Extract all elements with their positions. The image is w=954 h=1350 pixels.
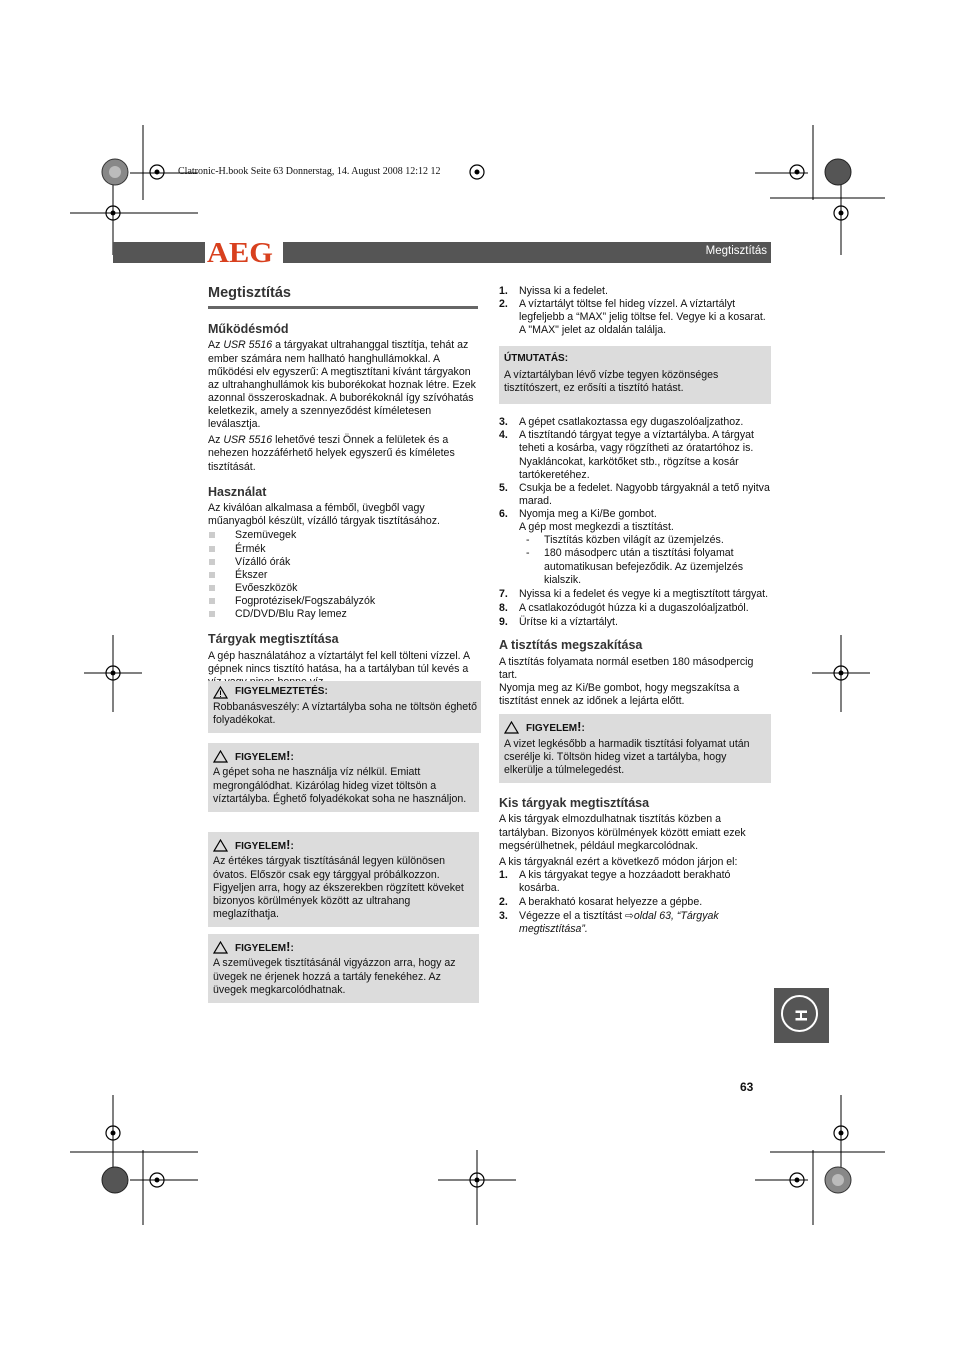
- step-6-details: [499, 534, 771, 587]
- page-title: Megtisztítás: [208, 285, 291, 301]
- paragraph-kis-1: A kis tárgyak elmozdulhatnak tisztítás közben a tartályban. Bizonyos körülmények között emiatt ezek megsérülhetnek, például megkarcolódnak.: [499, 813, 746, 852]
- hint-box: [499, 346, 771, 405]
- left-column: [208, 285, 478, 689]
- text: :: [290, 943, 294, 954]
- step-text: Nyissa ki a fedelet és vegye ki a megtisztított tárgyat.: [519, 587, 769, 600]
- list-item: [499, 910, 771, 936]
- step-number: 4.: [499, 429, 508, 442]
- text: a tárgyakat ultrahanggal tisztítja, tehát az ember számára nem hallható hanghullámokkal. A működési elv egyszerű: A megtisztítani kívánt tárgyakon az ultrahanghullámok kis buborékokat hoznak létre. Ezek azonnal összeroskadnak. A buborékoknál így szívóhatás keletkezik, amely a szennyeződést kíméletesen leválasztja.: [208, 339, 476, 431]
- step-text: Csukja be a fedelet. Nagyobb tárgyaknál a tető nyitva marad.: [519, 481, 770, 507]
- box-text: Az értékes tárgyak tisztításánál legyen különösen óvatos. Először csak egy tárggyal próbálkozzon. Figyeljen arra, hogy az ékszerekben rögzített köveket bizonyos körülmények között az ultrahang meglazíthatja.: [213, 855, 464, 920]
- hint-heading: ÚTMUTATÁS:: [504, 352, 569, 364]
- step-number: 1.: [499, 285, 508, 297]
- box-heading-text: [235, 837, 294, 853]
- step-text: A víztartályt töltse fel hideg vízzel. A víztartályt legfeljebb a “MAX” jelig töltse fel. Vegye ki a kosarat. A "MAX" jelet az oldalán találja.: [519, 298, 766, 337]
- text: lehetővé teszi Önnek a felületek és a nehezen hozzáférhető helyek egyszerű és kíméletes tisztítását.: [208, 434, 455, 473]
- header-bar: [113, 237, 771, 269]
- arrow-icon: ⇨: [625, 910, 634, 923]
- step-text: Nyissa ki a fedelet.: [519, 285, 608, 297]
- usage-list: [208, 529, 478, 621]
- box-heading-text: [526, 719, 585, 735]
- step-text: Nyomja meg a Ki/Be gombot.: [519, 508, 657, 521]
- step-text: A berakható kosarat helyezze a gépbe.: [519, 896, 703, 909]
- brand-logo: [205, 237, 283, 269]
- caution-box-water: [499, 714, 771, 783]
- caution-triangle-icon: [213, 941, 228, 954]
- box-heading: [213, 939, 475, 955]
- list-item: [499, 416, 771, 429]
- list-item: [499, 482, 771, 508]
- box-heading: [213, 686, 477, 699]
- box-heading-text: [235, 748, 294, 764]
- list-item: CD/DVD/Blu Ray lemez: [208, 608, 478, 621]
- step-number: 3.: [499, 416, 508, 429]
- step-text: Ürítse ki a víztartályt.: [519, 616, 618, 629]
- text: :: [290, 752, 294, 763]
- hint-text: A víztartályban lévő vízbe tegyen közönséges tisztítószert, ez erősíti a tisztító hatást.: [504, 368, 719, 395]
- cross-reference-link[interactable]: oldal 63, “Tárgyak megtisztítása”.: [519, 910, 719, 936]
- text: Az: [208, 339, 224, 352]
- list-item: Ékszer: [208, 569, 478, 582]
- caution-box-1: [208, 743, 479, 812]
- warning-box-explosion: [208, 681, 481, 733]
- text: !: [286, 837, 291, 852]
- paragraph-kis-2: A kis tárgyaknál ezért a következő módon járjon el:: [499, 855, 738, 868]
- step-text: A csatlakozódugót húzza ki a dugaszolóaljzatból.: [519, 601, 749, 614]
- list-item: Vízálló órák: [208, 556, 478, 569]
- box-text: A szemüvegek tisztításánál vigyázzon arra, hogy az üvegek ne érjenek hozzá a tartály fenekéhez. Az üvegek megkarcolódhatnak.: [213, 957, 456, 996]
- step-6-subtext: A gép most megkezdi a tisztítást.: [519, 521, 674, 534]
- list-item: [499, 616, 771, 629]
- list-item: Fogprotézisek/Fogszabályzók: [208, 595, 478, 608]
- title-rule: [208, 306, 478, 309]
- text: FIGYELEM: [235, 752, 287, 763]
- step-number: 2.: [499, 298, 508, 311]
- list-item: - 180 másodperc után a tisztítási folyamat automatikusan befejeződik. Az üzemjelzés kialszik.: [499, 547, 771, 586]
- paragraph-megszakitas-2: Nyomja meg az Ki/Be gombot, hogy megszakítsa a tisztítást ennek az időnek a lejárta előtt.: [499, 681, 740, 708]
- list-item: [499, 896, 771, 909]
- box-heading: [213, 837, 475, 853]
- model-name: USR 5516: [223, 339, 273, 352]
- brand-logo-text: AEG: [207, 237, 273, 269]
- list-item: [499, 869, 771, 895]
- steps-list-2: [499, 416, 771, 521]
- caution-triangle-icon: [213, 839, 228, 852]
- text: FIGYELEM: [235, 943, 287, 954]
- step-number: 9.: [499, 616, 508, 629]
- step-number: 6.: [499, 508, 508, 521]
- text: !: [577, 719, 582, 735]
- list-item: [499, 429, 771, 482]
- text: !: [286, 748, 291, 763]
- heading-hasznalat: Használat: [208, 484, 267, 499]
- step-text: Végezze el a tisztítást: [519, 910, 625, 923]
- list-item: [499, 508, 771, 521]
- text: !: [286, 939, 291, 954]
- language-tab-circle: [781, 995, 818, 1032]
- list-item: Érmék: [208, 543, 478, 556]
- box-text: A vizet legkésőbb a harmadik tisztítási folyamat után cserélje ki. Töltsön hideg vizet a tartályba, hogy elkerülje a túlmelegedést.: [504, 737, 750, 776]
- text: Az: [208, 434, 224, 447]
- text: FIGYELEM: [235, 841, 287, 852]
- list-item: [499, 285, 771, 298]
- step-text: A tisztítandó tárgyat tegye a víztartályba. A tárgyat teheti a kosárba, vagy rögzítheti az óratartóhoz is. Nyakláncokat, karkötőket stb., rögzítse a kosár tartókeretéhez.: [519, 429, 754, 481]
- caution-triangle-icon: [213, 750, 228, 763]
- caution-triangle-icon: [504, 721, 519, 734]
- warning-triangle-icon: [213, 686, 228, 699]
- steps-list-3: [499, 588, 771, 629]
- step-text: A kis tárgyakat tegye a hozzáadott berakható kosárba.: [519, 868, 731, 895]
- heading-mukodesmod: Működésmód: [208, 321, 289, 336]
- box-text: A gépet soha ne használja víz nélkül. Emiatt megrongálódhat. Kizárólag hideg vizet töltsön a víztartályba. Éghető folyadékokat soha ne használjon.: [213, 766, 467, 805]
- box-heading-text: [235, 939, 294, 955]
- heading-megszakitas: A tisztítás megszakítása: [499, 638, 643, 653]
- text: FIGYELEM: [526, 723, 578, 735]
- text: :: [581, 723, 585, 735]
- section-label: Megtisztítás: [705, 245, 767, 257]
- kis-steps-list: [499, 869, 771, 937]
- language-tab: [774, 988, 829, 1043]
- paragraph-mukodes-1: [208, 339, 478, 431]
- step-number: 2.: [499, 896, 508, 909]
- box-heading-text: FIGYELMEZTETÉS:: [235, 686, 328, 698]
- book-header: Clatronic-H.book Seite 63 Donnerstag, 14. August 2008 12:12 12: [178, 166, 441, 177]
- heading-targyak: Tárgyak megtisztítása: [208, 632, 339, 647]
- list-item: [499, 298, 771, 337]
- list-item: Szemüvegek: [208, 529, 478, 542]
- step-number: 5.: [499, 481, 508, 494]
- right-column: [499, 285, 771, 937]
- paragraph-targyak: A gép használatához a víztartályt fel kell tölteni vízzel. A gépnek nincs tisztító hatása, ha a tartályban túl kevés a: [208, 649, 470, 675]
- page-number: 63: [740, 1080, 754, 1094]
- list-item: [499, 602, 771, 615]
- model-name: USR 5516: [223, 434, 273, 447]
- step-number: 3.: [499, 910, 508, 923]
- box-heading: [504, 719, 767, 735]
- caution-box-2: [208, 832, 479, 927]
- paragraph-hasznalat: Az kiválóan alkalmasa a fémből, üvegből vagy műanyagból készült, vízálló tárgyak tisztításához.: [208, 502, 440, 528]
- steps-list-1: [499, 285, 771, 338]
- caution-box-3: [208, 934, 479, 1003]
- list-item: - Tisztítás közben világít az üzemjelzés.: [499, 534, 771, 547]
- step-number: 1.: [499, 868, 508, 881]
- list-item: [499, 588, 771, 601]
- list-item: Evőeszközök: [208, 582, 478, 595]
- language-tab-letter: H: [792, 1009, 811, 1022]
- step-number: 7.: [499, 587, 508, 600]
- paragraph-mukodes-2: [208, 434, 478, 473]
- text: :: [290, 841, 294, 852]
- step-text: A gépet csatlakoztassa egy dugaszolóaljzathoz.: [519, 416, 744, 429]
- heading-kis-targyak: Kis tárgyak megtisztítása: [499, 795, 650, 810]
- step-number: 8.: [499, 601, 508, 614]
- box-heading: [213, 748, 475, 764]
- paragraph-megszakitas-1: A tisztítás folyamata normál esetben 180 másodpercig tart.: [499, 655, 754, 681]
- box-text: Robbanásveszély: A víztartályba soha ne töltsön éghető folyadékokat.: [213, 701, 477, 727]
